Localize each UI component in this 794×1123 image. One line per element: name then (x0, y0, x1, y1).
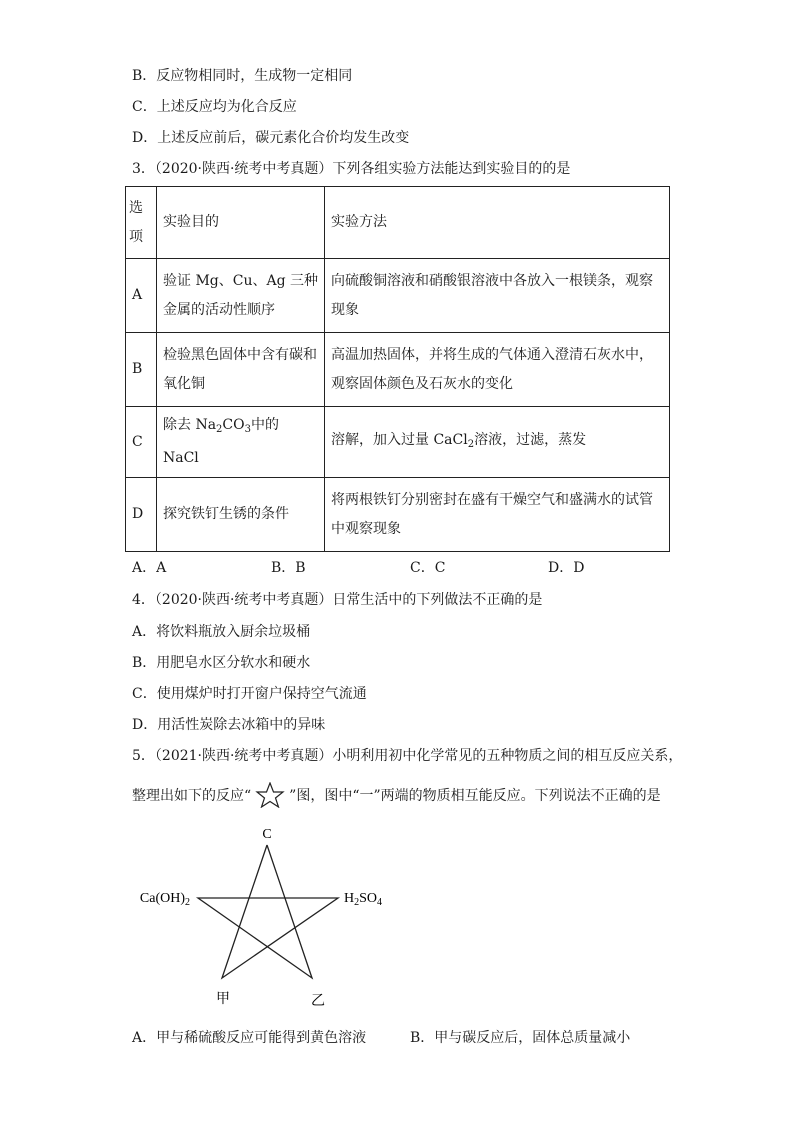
q2-option-c: C．上述反应均为化合反应 (132, 99, 297, 115)
method-text: 溶解，加入过量 CaCl (331, 431, 468, 448)
q5-stem-line2 (132, 782, 661, 808)
q5-stem-pre: 整理出如下的反应“ (132, 788, 252, 804)
purpose-text: 除去 Na (163, 417, 217, 433)
node-c: C (262, 827, 272, 842)
row-option: C (126, 407, 157, 478)
node-caoh2 (140, 891, 190, 908)
row-method: 向硫酸铜溶液和硝酸银溶液中各放入一根镁条，观察现象 (325, 259, 670, 333)
node-yi: 乙 (311, 993, 325, 1009)
q2-option-b: B．反应物相同时，生成物一定相同 (132, 68, 353, 84)
q4-option-b: B．用肥皂水区分软水和硬水 (132, 655, 311, 671)
q5-option-b: B．甲与碳反应后，固体总质量减小 (410, 1030, 631, 1046)
table-row (126, 333, 670, 407)
q4-stem: 4．（2020·陕西·统考中考真题）日常生活中的下列做法不正确的是 (132, 592, 543, 608)
node-h2so4-so: SO (359, 891, 378, 906)
q4-option-a: A．将饮料瓶放入厨余垃圾桶 (132, 624, 311, 640)
header-method: 实验方法 (325, 187, 670, 259)
row-purpose: 验证 Mg、Cu、Ag 三种金属的活动性顺序 (157, 259, 325, 333)
row-purpose: 探究铁钉生锈的条件 (157, 478, 325, 552)
table-row (126, 478, 670, 552)
q3-choice-d: D．D (548, 560, 585, 576)
purpose-text: 中的 NaCl (163, 417, 279, 466)
subscript: 2 (216, 424, 223, 435)
purpose-text: CO (222, 417, 245, 433)
method-text: 溶液，过滤，蒸发 (474, 431, 587, 448)
row-method (325, 407, 670, 478)
table-row (126, 259, 670, 333)
node-caoh2-text: Ca(OH) (139, 891, 185, 906)
node-caoh2-sub: 2 (185, 897, 190, 908)
node-h2so4-sub2: 4 (377, 897, 383, 908)
subscript: 3 (244, 424, 251, 435)
row-method: 将两根铁钉分别密封在盛有干燥空气和盛满水的试管中观察现象 (325, 478, 670, 552)
subscript: 2 (467, 438, 475, 450)
node-h2so4 (344, 891, 382, 908)
q4-option-d: D．用活性炭除去冰箱中的异味 (132, 717, 326, 733)
row-method: 高温加热固体，并将生成的气体通入澄清石灰水中，观察固体颜色及石灰水的变化 (325, 333, 670, 407)
table-header-row (126, 187, 670, 259)
q5-stem-line1: 5．（2021·陕西·统考中考真题）小明利用初中化学常见的五种物质之间的相互反应关系， (132, 748, 683, 764)
q3-choice-b: B．B (271, 560, 306, 576)
q3-choice-c: C．C (410, 560, 446, 576)
star-icon (255, 782, 285, 808)
node-h2so4-h: H (344, 891, 355, 906)
reaction-star-diagram (120, 820, 410, 1015)
q2-option-d: D．上述反应前后，碳元素化合价均发生改变 (132, 130, 410, 146)
row-option: A (126, 259, 157, 333)
q3-stem: 3．（2020·陕西·统考中考真题）下列各组实验方法能达到实验目的的是 (132, 161, 571, 177)
table-row (126, 407, 670, 478)
node-h2so4-sub: 2 (354, 897, 360, 908)
q3-table (125, 186, 670, 552)
q5-stem-post: ”图，图中“一”两端的物质相互能反应。下列说法不正确的是 (289, 788, 661, 804)
row-purpose (157, 407, 325, 478)
row-purpose: 检验黑色固体中含有碳和氧化铜 (157, 333, 325, 407)
q3-choice-a: A．A (132, 560, 167, 576)
row-option: D (126, 478, 157, 552)
q4-option-c: C．使用煤炉时打开窗户保持空气流通 (132, 686, 367, 702)
header-purpose: 实验目的 (157, 187, 325, 259)
row-option: B (126, 333, 157, 407)
header-option: 选项 (126, 187, 157, 259)
star-lines (198, 845, 338, 978)
node-jia: 甲 (216, 991, 230, 1007)
q5-option-a: A．甲与稀硫酸反应可能得到黄色溶液 (132, 1030, 367, 1046)
